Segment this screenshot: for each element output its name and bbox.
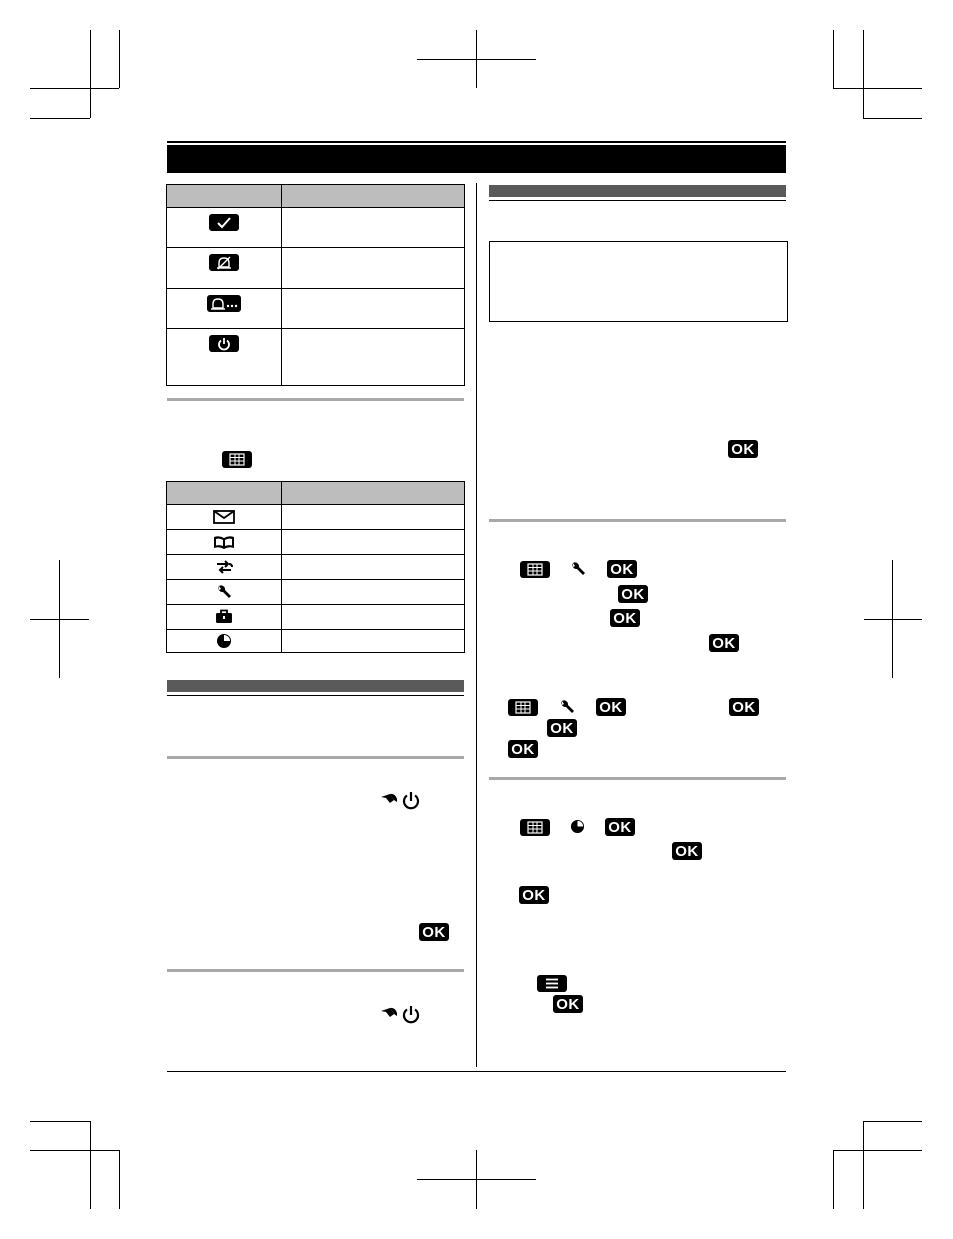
ok-button[interactable]: OK xyxy=(553,995,583,1013)
section-heading-bar xyxy=(167,680,464,692)
envelope-icon xyxy=(213,510,235,524)
footer-rule xyxy=(167,1071,786,1072)
table-head-icon xyxy=(167,185,282,208)
ringer-off-icon xyxy=(209,254,239,271)
subsection-divider xyxy=(489,777,786,780)
table-head-meaning xyxy=(282,482,465,505)
table-head-icon xyxy=(167,482,282,505)
table-row xyxy=(167,530,282,555)
menu-key-icon xyxy=(520,561,550,578)
table-row xyxy=(167,605,282,630)
phonebook-icon xyxy=(213,535,235,550)
clock-icon xyxy=(216,633,232,649)
ok-button[interactable]: OK xyxy=(618,585,648,603)
table-cell xyxy=(282,555,465,580)
status-icon-table xyxy=(166,184,465,386)
table-cell xyxy=(282,605,465,630)
table-cell xyxy=(282,248,465,289)
briefcase-icon xyxy=(215,609,233,624)
table-row xyxy=(167,248,282,289)
table-cell xyxy=(282,289,465,329)
ringer-pending-icon xyxy=(207,295,241,312)
ok-button[interactable]: OK xyxy=(508,740,538,758)
ok-button[interactable]: OK xyxy=(547,719,577,737)
subsection-divider xyxy=(167,756,464,759)
ok-button[interactable]: OK xyxy=(610,609,640,627)
table-cell xyxy=(282,580,465,605)
table-row xyxy=(167,630,282,653)
table-cell xyxy=(282,630,465,653)
table-row xyxy=(167,505,282,530)
notice-box xyxy=(489,241,788,322)
table-row xyxy=(167,329,282,386)
check-icon xyxy=(209,214,239,231)
ok-button[interactable]: OK xyxy=(605,818,635,836)
menu-key-icon xyxy=(520,819,550,836)
ok-button[interactable]: OK xyxy=(419,923,449,941)
ok-button[interactable]: OK xyxy=(596,698,626,716)
main-menu-table xyxy=(166,481,465,653)
wrench-icon xyxy=(570,561,586,577)
wrench-icon xyxy=(559,699,575,715)
section-divider xyxy=(167,398,464,401)
ok-button[interactable]: OK xyxy=(709,634,739,652)
ok-button[interactable]: OK xyxy=(728,440,758,458)
ok-button[interactable]: OK xyxy=(607,560,637,578)
table-cell xyxy=(282,505,465,530)
header-rule xyxy=(167,141,786,143)
options-key-icon xyxy=(537,975,567,992)
table-row xyxy=(167,208,282,248)
power-icon xyxy=(209,335,239,352)
off-power-key-icon xyxy=(380,1005,420,1025)
table-head-meaning xyxy=(282,185,465,208)
menu-key-icon xyxy=(508,699,538,716)
menu-key-icon xyxy=(222,451,252,468)
wrench-icon xyxy=(216,584,232,600)
off-power-key-icon xyxy=(380,791,420,811)
subsection-divider xyxy=(489,519,786,522)
table-cell xyxy=(282,208,465,248)
transfer-icon xyxy=(215,559,233,575)
section-heading-bar xyxy=(489,185,786,197)
page-header-bar xyxy=(167,145,786,173)
subsection-divider xyxy=(167,969,464,972)
ok-button[interactable]: OK xyxy=(672,842,702,860)
table-cell xyxy=(282,530,465,555)
table-cell xyxy=(282,329,465,386)
ok-button[interactable]: OK xyxy=(519,886,549,904)
section-heading-rule xyxy=(489,200,786,201)
ok-button[interactable]: OK xyxy=(729,698,759,716)
section-heading-rule xyxy=(167,695,464,696)
column-divider xyxy=(476,183,477,1067)
table-row xyxy=(167,289,282,329)
table-row xyxy=(167,555,282,580)
clock-icon xyxy=(570,819,585,834)
table-row xyxy=(167,580,282,605)
